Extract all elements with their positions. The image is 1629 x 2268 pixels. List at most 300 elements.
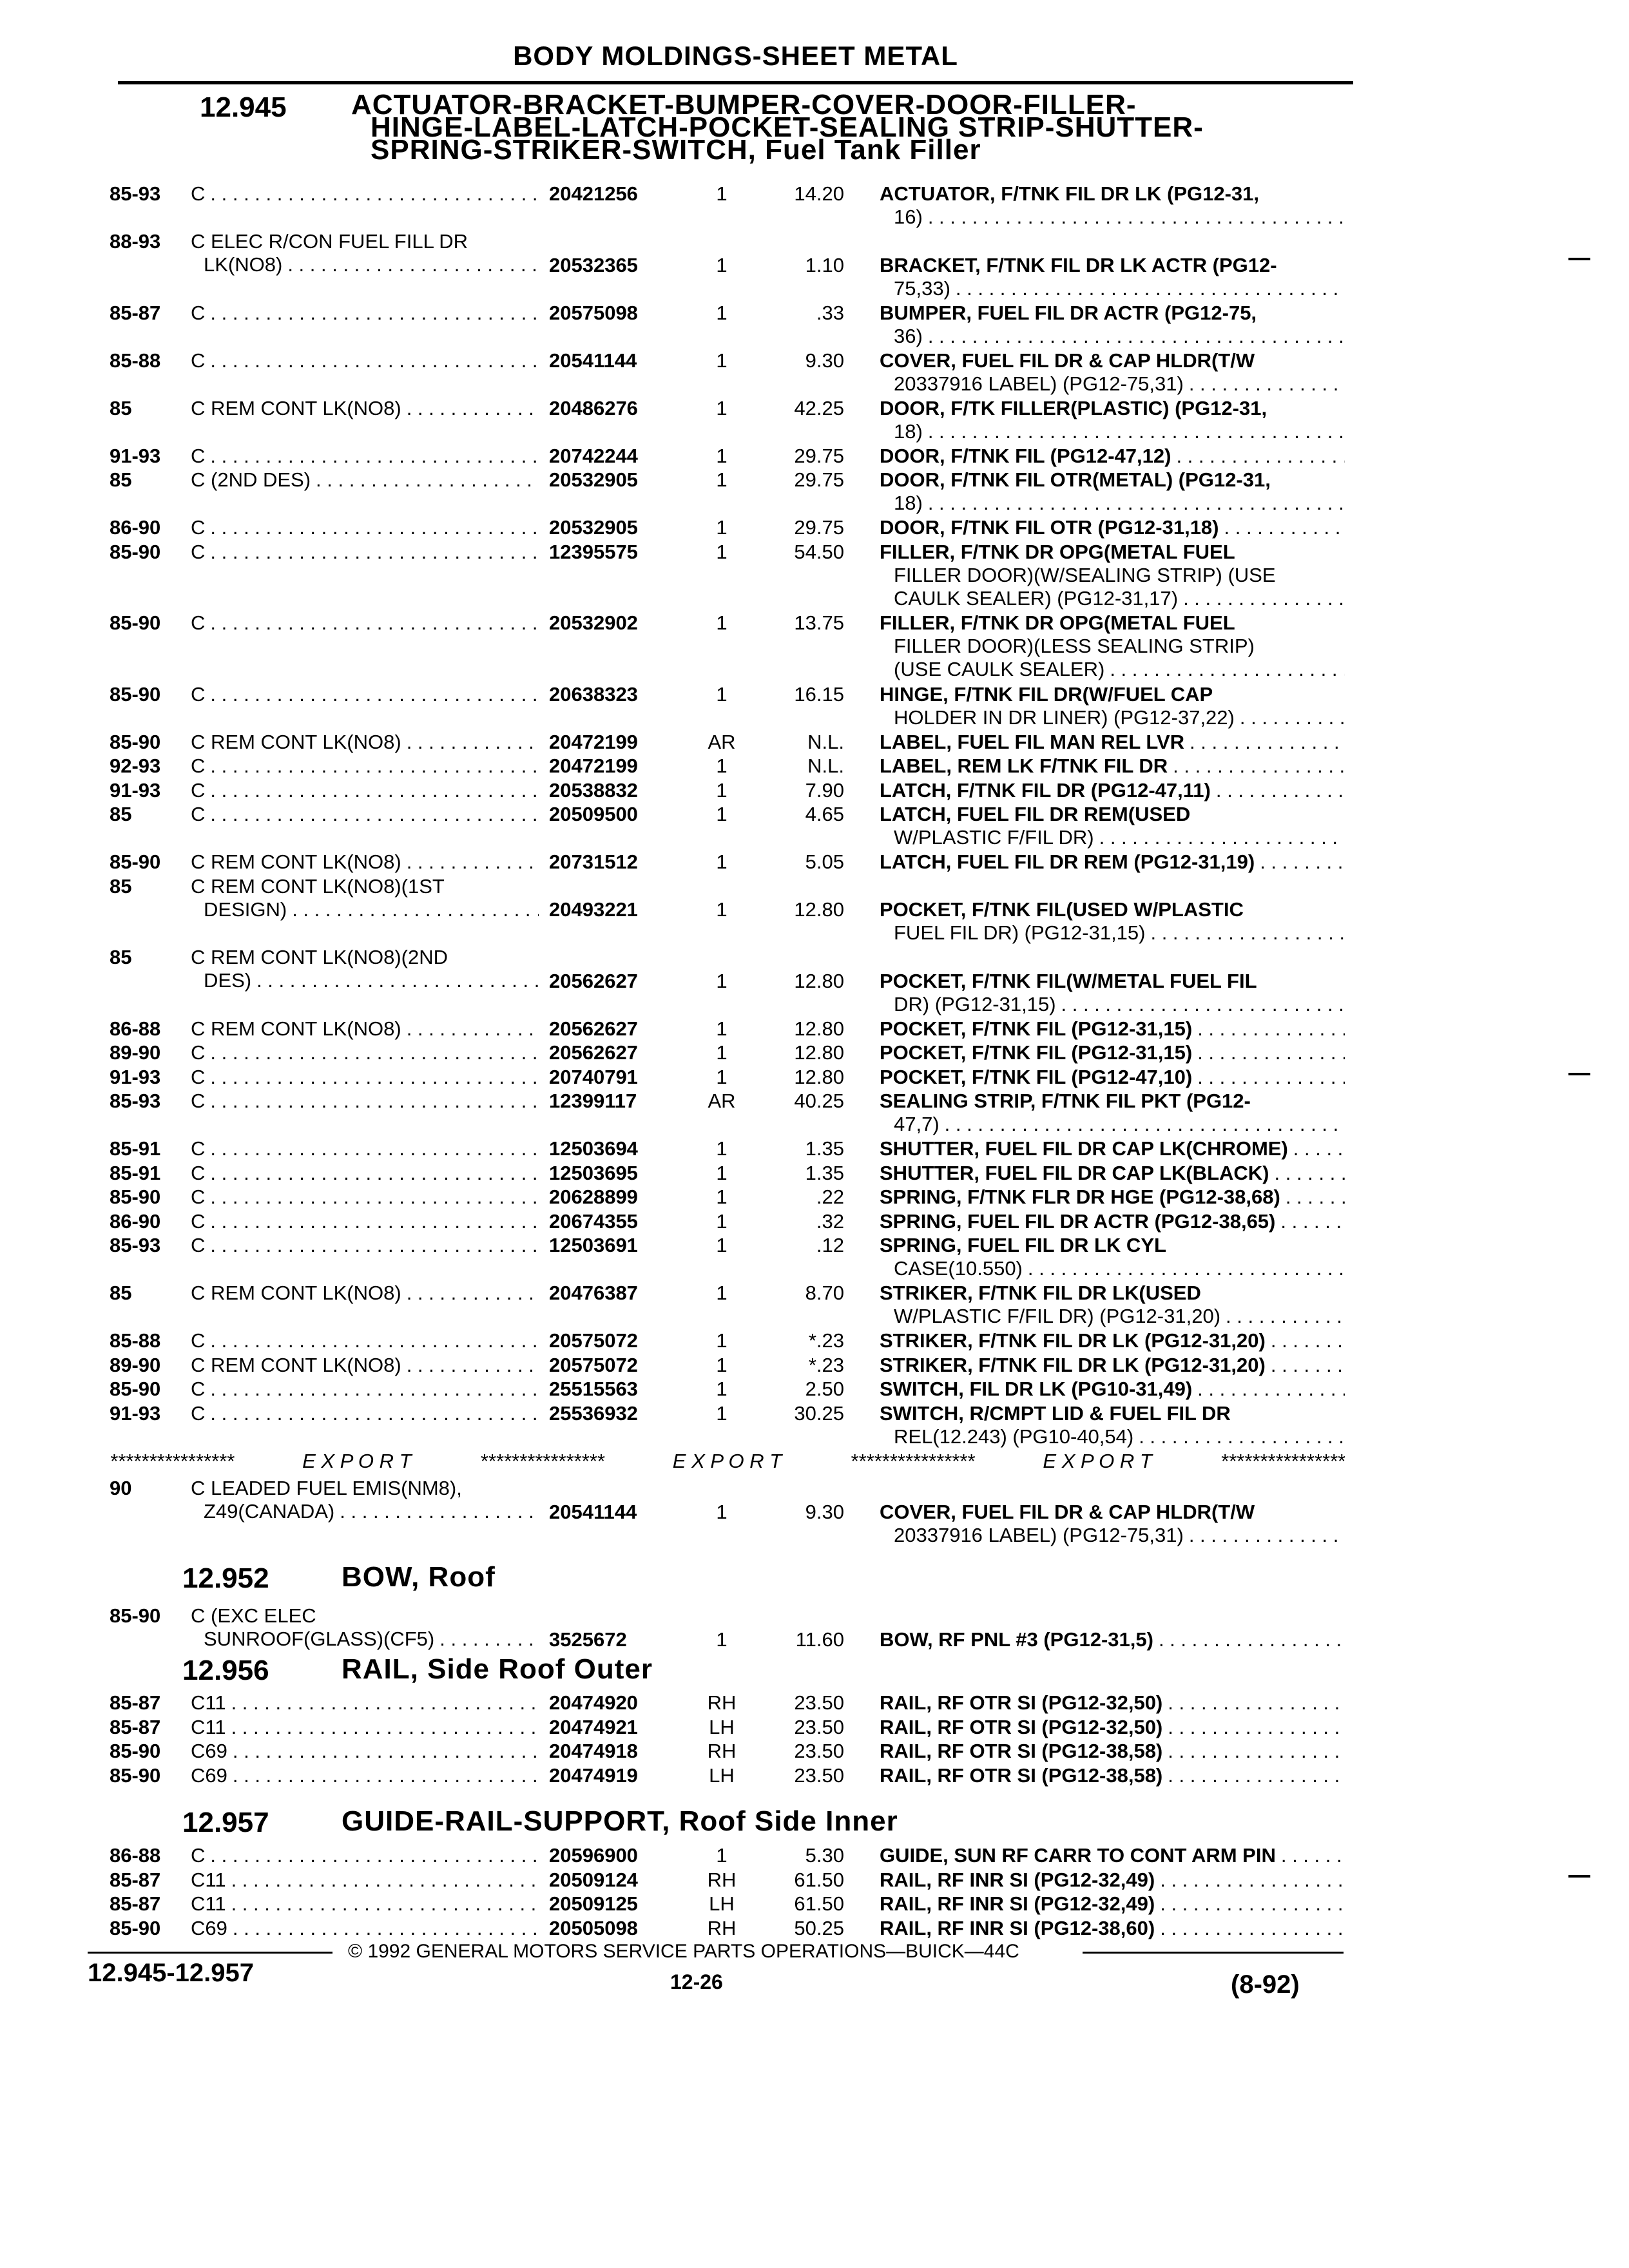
part-description xyxy=(880,182,1345,229)
dot-leader xyxy=(1211,779,1345,802)
usage-code-text: C REM CONT LK(NO8) xyxy=(191,1282,401,1304)
model-years: 86-88 xyxy=(110,1017,161,1040)
usage-code-text: C xyxy=(191,803,206,825)
usage-code-text: C xyxy=(191,1844,206,1867)
usage-code-text: C xyxy=(191,778,206,802)
model-years: 85-88 xyxy=(110,1329,161,1352)
usage-code-text: C xyxy=(191,1209,206,1233)
description-line xyxy=(880,1628,1345,1651)
dot-leader xyxy=(226,1691,539,1715)
dot-leader xyxy=(205,1137,539,1160)
dot-leader xyxy=(287,898,539,921)
part-description xyxy=(880,1137,1345,1160)
quantity: RH xyxy=(707,1916,737,1939)
description-text: POCKET, F/TNK FIL(W/METAL FUEL FIL xyxy=(880,969,1257,992)
part-description xyxy=(880,1329,1345,1352)
price: 23.50 xyxy=(794,1740,844,1762)
dot-leader xyxy=(1153,1628,1345,1651)
quantity: 1 xyxy=(716,1041,728,1064)
model-years: 89-90 xyxy=(110,1041,161,1064)
model-years: 85-91 xyxy=(110,1161,161,1184)
usage-code-line xyxy=(191,1477,539,1500)
part-number: 20472199 xyxy=(549,730,638,753)
quantity: 1 xyxy=(716,182,728,205)
part-description xyxy=(880,1090,1345,1136)
description-line xyxy=(880,254,1345,277)
usage-code xyxy=(191,875,539,921)
description-text: POCKET, F/TNK FIL (PG12-31,15) xyxy=(880,1041,1193,1064)
description-text: LABEL, FUEL FIL MAN REL LVR xyxy=(880,730,1185,753)
description-text: DOOR, F/TNK FIL OTR(METAL) (PG12-31, xyxy=(880,468,1271,491)
separator-stars: **************** xyxy=(110,1449,235,1472)
description-line xyxy=(880,397,1345,420)
usage-code-line xyxy=(191,1500,539,1523)
part-description xyxy=(880,254,1345,300)
dot-leader xyxy=(205,754,539,778)
usage-code-text: C69 xyxy=(191,1740,227,1762)
part-description xyxy=(880,1402,1345,1448)
usage-code xyxy=(191,803,539,826)
quantity: 1 xyxy=(716,611,728,634)
dot-leader xyxy=(1266,1329,1345,1352)
usage-code-line xyxy=(191,1066,539,1089)
model-years: 91-93 xyxy=(110,1401,161,1425)
description-line xyxy=(880,1041,1345,1064)
price: *.23 xyxy=(808,1353,844,1376)
description-text: HOLDER IN DR LINER) (PG12-37,22) xyxy=(894,706,1235,729)
description-text: 18) xyxy=(894,492,923,514)
price: 29.75 xyxy=(794,444,844,467)
description-line xyxy=(880,921,1345,945)
usage-code-text: SUNROOF(GLASS)(CF5) xyxy=(204,1628,435,1650)
price: 12.80 xyxy=(794,898,844,921)
dot-leader xyxy=(1255,850,1345,874)
table-row xyxy=(0,874,1629,944)
usage-code-text: C xyxy=(191,516,206,539)
dot-leader xyxy=(205,779,539,802)
quantity: 1 xyxy=(716,1161,728,1184)
description-text: DR) (PG12-31,15) xyxy=(894,992,1056,1015)
usage-code-line xyxy=(191,1090,539,1113)
description-line xyxy=(880,1090,1345,1113)
model-years: 85-90 xyxy=(110,1763,161,1787)
description-line xyxy=(880,1066,1345,1089)
usage-code-text: C xyxy=(191,301,206,324)
dot-leader xyxy=(1184,372,1345,396)
dot-leader xyxy=(205,1402,539,1425)
usage-code-text: C xyxy=(191,682,206,706)
table-row xyxy=(0,1764,1629,1788)
section-title-line: GUIDE-RAIL-SUPPORT, Roof Side Inner xyxy=(342,1805,898,1837)
dot-leader xyxy=(205,1329,539,1352)
description-text: RAIL, RF INR SI (PG12-38,60) xyxy=(880,1916,1155,1939)
description-line xyxy=(880,420,1345,443)
usage-code-line xyxy=(191,397,539,420)
section-title-line: SPRING-STRIKER-SWITCH, Fuel Tank Filler xyxy=(371,134,981,166)
part-number: 20538832 xyxy=(549,778,638,802)
table-row xyxy=(0,1090,1629,1137)
usage-code xyxy=(191,1329,539,1352)
dot-leader xyxy=(434,1628,539,1651)
table-row xyxy=(0,1402,1629,1449)
table-row xyxy=(0,850,1629,874)
dot-leader xyxy=(205,541,539,564)
model-years: 85 xyxy=(110,1282,132,1304)
description-line xyxy=(880,1113,1345,1136)
part-number: 20532905 xyxy=(549,516,638,539)
description-line xyxy=(880,182,1345,206)
table-row xyxy=(0,1041,1629,1065)
description-line xyxy=(880,1716,1345,1739)
part-number: 25536932 xyxy=(549,1401,638,1425)
dot-leader xyxy=(227,1917,539,1940)
dot-leader xyxy=(1056,993,1345,1016)
model-years: 85-90 xyxy=(110,1916,161,1939)
model-years: 85 xyxy=(110,874,132,898)
description-text: STRIKER, F/TNK FIL DR LK (PG12-31,20) xyxy=(880,1353,1266,1376)
description-text: SPRING, FUEL FIL DR ACTR (PG12-38,65) xyxy=(880,1209,1276,1233)
header-rule xyxy=(118,81,1353,84)
description-line xyxy=(880,564,1345,587)
usage-code xyxy=(191,1740,539,1763)
description-line xyxy=(880,1017,1345,1041)
part-description xyxy=(880,468,1345,515)
description-text: LATCH, F/TNK FIL DR (PG12-47,11) xyxy=(880,778,1211,802)
dot-leader xyxy=(205,1066,539,1089)
description-text: DOOR, F/TNK FIL (PG12-47,12) xyxy=(880,444,1171,467)
usage-code xyxy=(191,516,539,539)
footer-section-range: 12.945-12.957 xyxy=(88,1959,255,1987)
price: 61.50 xyxy=(794,1868,844,1891)
quantity: 1 xyxy=(716,1065,728,1088)
part-number: 20740791 xyxy=(549,1065,638,1088)
dot-leader xyxy=(226,1869,539,1892)
quantity: 1 xyxy=(716,1353,728,1376)
dot-leader xyxy=(1184,731,1345,754)
description-line xyxy=(880,206,1345,229)
description-text: W/PLASTIC F/FIL DR) xyxy=(894,826,1094,849)
description-text: FILLER, F/TNK DR OPG(METAL FUEL xyxy=(880,611,1235,634)
part-number: 20474920 xyxy=(549,1691,638,1714)
model-years: 85-90 xyxy=(110,1186,161,1208)
price: 14.20 xyxy=(794,182,844,205)
export-separator xyxy=(110,1450,1345,1473)
model-years: 91-93 xyxy=(110,778,161,802)
description-text: SHUTTER, FUEL FIL DR CAP LK(CHROME) xyxy=(880,1137,1288,1160)
dot-leader xyxy=(1219,516,1345,539)
quantity: 1 xyxy=(716,1329,728,1352)
usage-code xyxy=(191,1402,539,1425)
part-number: 12395575 xyxy=(549,540,638,563)
usage-code-text: DES) xyxy=(204,969,252,992)
dot-leader xyxy=(205,1186,539,1209)
part-description xyxy=(880,1917,1345,1940)
usage-code-line xyxy=(191,468,539,492)
part-number: 20731512 xyxy=(549,850,638,873)
dot-leader xyxy=(1162,1716,1345,1739)
description-text: FILLER DOOR)(LESS SEALING STRIP) xyxy=(894,635,1255,657)
usage-code xyxy=(191,445,539,468)
usage-code xyxy=(191,1844,539,1867)
dot-leader xyxy=(1269,1162,1345,1185)
model-years: 85-87 xyxy=(110,1715,161,1738)
usage-code-text: C xyxy=(191,1065,206,1088)
table-row xyxy=(0,516,1629,540)
quantity: 1 xyxy=(716,682,728,706)
description-line xyxy=(880,1425,1345,1448)
usage-code-line xyxy=(191,1869,539,1892)
model-years: 85-93 xyxy=(110,1090,161,1112)
usage-code-text: C (2ND DES) xyxy=(191,468,311,491)
usage-code-line xyxy=(191,302,539,325)
section-title xyxy=(342,1653,653,1685)
description-text: COVER, FUEL FIL DR & CAP HLDR(T/W xyxy=(880,1500,1255,1523)
usage-code xyxy=(191,946,539,992)
part-number: 12503694 xyxy=(549,1137,638,1160)
description-text: W/PLASTIC F/FIL DR) (PG12-31,20) xyxy=(894,1305,1221,1327)
usage-code-line xyxy=(191,1844,539,1867)
quantity: 1 xyxy=(716,396,728,419)
usage-code xyxy=(191,230,539,276)
description-text: POCKET, F/TNK FIL (PG12-47,10) xyxy=(880,1065,1193,1088)
part-description xyxy=(880,1892,1345,1916)
dot-leader xyxy=(401,397,539,420)
usage-code-line xyxy=(191,1378,539,1401)
usage-code xyxy=(191,1162,539,1185)
quantity: LH xyxy=(709,1715,735,1738)
description-line xyxy=(880,1917,1345,1940)
description-text: (USE CAULK SEALER) xyxy=(894,658,1105,680)
dot-leader xyxy=(401,850,539,874)
price: .32 xyxy=(816,1209,844,1233)
model-years: 85-90 xyxy=(110,1740,161,1762)
dot-leader xyxy=(950,277,1345,300)
part-description xyxy=(880,1716,1345,1739)
part-description xyxy=(880,850,1345,874)
section-title xyxy=(351,89,1204,166)
description-text: BRACKET, F/TNK FIL DR LK ACTR (PG12- xyxy=(880,253,1277,276)
usage-code-line xyxy=(191,1604,539,1628)
dot-leader xyxy=(1266,1354,1345,1377)
usage-code xyxy=(191,302,539,325)
usage-code xyxy=(191,182,539,206)
description-line xyxy=(880,1869,1345,1892)
usage-code-text: C REM CONT LK(NO8)(1ST xyxy=(191,874,445,898)
description-line xyxy=(880,1378,1345,1401)
part-description xyxy=(880,541,1345,610)
dot-leader xyxy=(205,516,539,539)
quantity: 1 xyxy=(716,516,728,539)
section-title-line: HINGE-LABEL-LATCH-POCKET-SEALING STRIP-SHUTTER- xyxy=(371,111,1204,143)
model-years: 85-90 xyxy=(110,850,161,873)
part-number: 20509124 xyxy=(549,1868,638,1891)
part-description xyxy=(880,1210,1345,1233)
usage-code-text: C69 xyxy=(191,1763,227,1787)
dot-leader xyxy=(205,1162,539,1185)
model-years: 91-93 xyxy=(110,1065,161,1088)
part-description xyxy=(880,1764,1345,1787)
description-line xyxy=(880,1501,1345,1524)
usage-code-line xyxy=(191,611,539,635)
section-number: 12.957 xyxy=(182,1807,269,1838)
description-line xyxy=(880,850,1345,874)
description-text: RAIL, RF INR SI (PG12-32,49) xyxy=(880,1868,1155,1891)
price: 61.50 xyxy=(794,1892,844,1915)
usage-code xyxy=(191,468,539,492)
section-title-line: RAIL, Side Roof Outer xyxy=(342,1653,653,1685)
part-description xyxy=(880,611,1345,681)
model-years: 89-90 xyxy=(110,1353,161,1376)
dot-leader xyxy=(1192,1017,1345,1041)
usage-code xyxy=(191,1066,539,1089)
usage-code xyxy=(191,1477,539,1523)
usage-code xyxy=(191,683,539,706)
quantity: 1 xyxy=(716,540,728,563)
description-text: LATCH, FUEL FIL DR REM(USED xyxy=(880,803,1191,825)
description-line xyxy=(880,826,1345,849)
part-number: 20532902 xyxy=(549,611,638,634)
usage-code-line xyxy=(191,1186,539,1209)
usage-code-text: C xyxy=(191,754,206,777)
margin-mark xyxy=(1568,1875,1590,1878)
dot-leader xyxy=(227,1740,539,1763)
part-description xyxy=(880,1041,1345,1064)
table-row xyxy=(0,779,1629,803)
usage-code-line xyxy=(191,683,539,706)
usage-code-text: C11 xyxy=(191,1892,226,1915)
description-line xyxy=(880,1691,1345,1715)
part-number: 20532365 xyxy=(549,253,638,276)
price: .33 xyxy=(816,301,844,324)
description-text: GUIDE, SUN RF CARR TO CONT ARM PIN xyxy=(880,1844,1276,1867)
part-description xyxy=(880,349,1345,396)
dot-leader xyxy=(205,683,539,706)
dot-leader xyxy=(1276,1844,1345,1867)
usage-code-text: C xyxy=(191,444,206,467)
usage-code-text: C xyxy=(191,1401,206,1425)
quantity: 1 xyxy=(716,349,728,372)
price: 5.05 xyxy=(805,850,844,873)
usage-code-line xyxy=(191,253,539,276)
description-line xyxy=(880,779,1345,802)
usage-code-text: C69 xyxy=(191,1916,227,1939)
dot-leader xyxy=(226,1892,539,1916)
dot-leader xyxy=(1168,754,1345,778)
dot-leader xyxy=(1104,658,1345,681)
table-row xyxy=(0,1017,1629,1041)
description-text: CAULK SEALER) (PG12-31,17) xyxy=(894,586,1179,610)
description-text: SEALING STRIP, F/TNK FIL PKT (PG12- xyxy=(880,1090,1251,1112)
price: 1.35 xyxy=(805,1161,844,1184)
table-row xyxy=(0,803,1629,850)
usage-code-text: C xyxy=(191,349,206,372)
usage-code-text: C REM CONT LK(NO8)(2ND xyxy=(191,946,448,968)
usage-code xyxy=(191,850,539,874)
price: 40.25 xyxy=(794,1090,844,1112)
part-description xyxy=(880,397,1345,443)
usage-code xyxy=(191,1691,539,1715)
price: 12.80 xyxy=(794,1017,844,1040)
table-row xyxy=(0,1354,1629,1378)
dot-leader xyxy=(205,611,539,635)
model-years: 85-90 xyxy=(110,611,161,634)
description-line xyxy=(880,1740,1345,1763)
description-text: 75,33) xyxy=(894,276,950,300)
usage-code-line xyxy=(191,898,539,921)
model-years: 85-93 xyxy=(110,182,161,205)
price: 8.70 xyxy=(805,1282,844,1304)
footer-rule-left xyxy=(88,1952,333,1954)
table-row xyxy=(0,541,1629,611)
quantity: 1 xyxy=(716,1186,728,1208)
usage-code xyxy=(191,1917,539,1940)
description-line xyxy=(880,683,1345,706)
table-row xyxy=(0,1137,1629,1161)
part-description xyxy=(880,1186,1345,1209)
usage-code xyxy=(191,779,539,802)
dot-leader xyxy=(1155,1917,1345,1940)
price: 1.10 xyxy=(805,253,844,276)
description-line xyxy=(880,587,1345,610)
dot-leader xyxy=(1155,1869,1345,1892)
table-row xyxy=(0,1066,1629,1090)
usage-code xyxy=(191,349,539,372)
price: 7.90 xyxy=(805,778,844,802)
description-text: LATCH, FUEL FIL DR REM (PG12-31,19) xyxy=(880,850,1255,873)
part-description xyxy=(880,302,1345,348)
description-text: FILLER, F/TNK DR OPG(METAL FUEL xyxy=(880,540,1235,563)
usage-code-text: C REM CONT LK(NO8) xyxy=(191,730,401,753)
quantity: 1 xyxy=(716,1282,728,1304)
part-number: 20575072 xyxy=(549,1329,638,1352)
price: 29.75 xyxy=(794,516,844,539)
model-years: 85-90 xyxy=(110,540,161,563)
usage-code-line xyxy=(191,850,539,874)
quantity: 1 xyxy=(716,1234,728,1256)
description-line xyxy=(880,492,1345,515)
usage-code-text: C xyxy=(191,1090,206,1112)
export-label: E X P O R T xyxy=(1043,1449,1152,1472)
dot-leader xyxy=(205,182,539,206)
description-line xyxy=(880,970,1345,993)
description-line xyxy=(880,635,1345,658)
usage-code-text: C LEADED FUEL EMIS(NM8), xyxy=(191,1477,462,1499)
usage-code xyxy=(191,1137,539,1160)
dot-leader xyxy=(205,803,539,826)
dot-leader xyxy=(1192,1041,1345,1064)
price: N.L. xyxy=(807,730,844,753)
price: 23.50 xyxy=(794,1715,844,1738)
section-number: 12.956 xyxy=(182,1655,269,1686)
usage-code xyxy=(191,1764,539,1787)
description-line xyxy=(880,1524,1345,1547)
separator-stars: **************** xyxy=(850,1449,975,1472)
part-number: 20472199 xyxy=(549,754,638,777)
usage-code-text: C xyxy=(191,1137,206,1160)
description-line xyxy=(880,1892,1345,1916)
table-row xyxy=(0,946,1629,1015)
part-number: 20509125 xyxy=(549,1892,638,1915)
description-text: COVER, FUEL FIL DR & CAP HLDR(T/W xyxy=(880,349,1255,372)
model-years: 85 xyxy=(110,468,132,491)
footer-rule-right xyxy=(1083,1952,1344,1954)
dot-leader xyxy=(1220,1305,1345,1328)
usage-code-line xyxy=(191,1137,539,1160)
usage-code-text: C (EXC ELEC xyxy=(191,1604,316,1627)
model-years: 91-93 xyxy=(110,444,161,467)
part-description xyxy=(880,1740,1345,1763)
table-row xyxy=(0,1186,1629,1209)
